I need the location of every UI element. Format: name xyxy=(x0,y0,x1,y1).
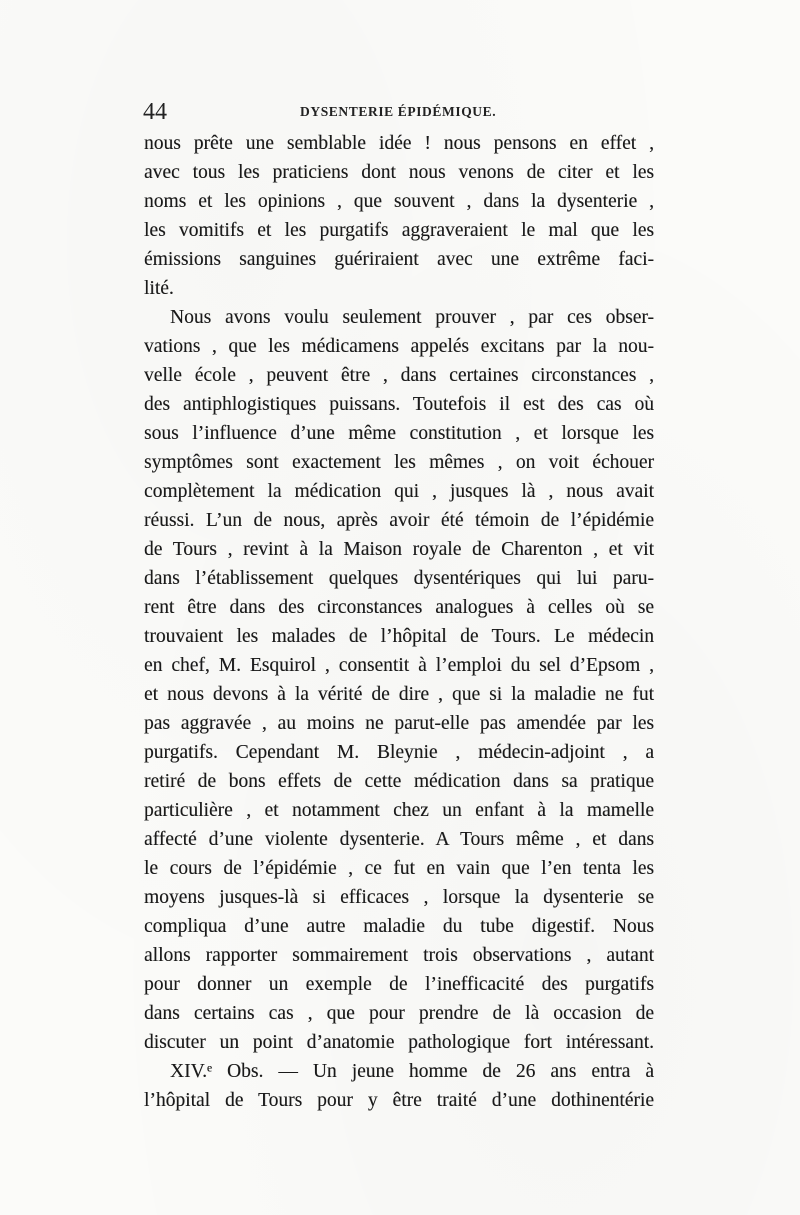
text-line: rent être dans des circonstances analogues à celles où se xyxy=(144,597,654,618)
text-line: noms et les opinions , que souvent , dans la dysenterie , xyxy=(144,191,654,212)
text-line: en chef, M. Esquirol , consentit à l’emploi du sel d’Epsom , xyxy=(144,655,654,676)
text-line: Nous avons voulu seulement prouver , par ces obser- xyxy=(170,307,654,328)
text-line: le cours de l’épidémie , ce fut en vain que l’en tenta les xyxy=(144,858,654,879)
text-line: compliqua d’une autre maladie du tube digestif. Nous xyxy=(144,916,654,937)
text-line: l’hôpital de Tours pour y être traité d’une dothinentérie xyxy=(144,1090,654,1111)
text-line: trouvaient les malades de l’hôpital de Tours. Le médecin xyxy=(144,626,654,647)
text-line: réussi. L’un de nous, après avoir été témoin de l’épidémie xyxy=(144,510,654,531)
text-line: des antiphlogistiques puissans. Toutefois il est des cas où xyxy=(144,394,654,415)
text-line: dans certains cas , que pour prendre de là occasion de xyxy=(144,1003,654,1024)
text-line: pas aggravée , au moins ne parut-elle pas amendée par les xyxy=(144,713,654,734)
text-line: retiré de bons effets de cette médication dans sa pratique xyxy=(144,771,654,792)
text-line: sous l’influence d’une même constitution , et lorsque les xyxy=(144,423,654,444)
text-line: allons rapporter sommairement trois observations , autant xyxy=(144,945,654,966)
running-head: DYSENTERIE ÉPIDÉMIQUE. xyxy=(300,104,497,119)
text-line: velle école , peuvent être , dans certaines circonstances , xyxy=(144,365,654,386)
page-number: 44 xyxy=(143,99,167,125)
text-line: complètement la médication qui , jusques là , nous avait xyxy=(144,481,654,502)
text-line: purgatifs. Cependant M. Bleynie , médecin-adjoint , a xyxy=(144,742,654,763)
text-line: discuter un point d’anatomie pathologique fort intéressant. xyxy=(144,1032,654,1053)
text-line: les vomitifs et les purgatifs aggraveraient le mal que les xyxy=(144,220,654,241)
text-line: et nous devons à la vérité de dire , que si la maladie ne fut xyxy=(144,684,654,705)
text-line: lité. xyxy=(144,278,174,299)
text-line: moyens jusques-là si efficaces , lorsque la dysenterie se xyxy=(144,887,654,908)
text-line: dans l’établissement quelques dysentériques qui lui paru- xyxy=(144,568,654,589)
text-line: particulière , et notamment chez un enfant à la mamelle xyxy=(144,800,654,821)
text-line: nous prête une semblable idée ! nous pensons en effet , xyxy=(144,133,654,154)
text-line: XIV.ᵉ Obs. — Un jeune homme de 26 ans entra à xyxy=(170,1061,654,1082)
text-line: vations , que les médicamens appelés excitans par la nou- xyxy=(144,336,654,357)
text-line: affecté d’une violente dysenterie. A Tours même , et dans xyxy=(144,829,654,850)
body-text xyxy=(144,129,654,1115)
page-header xyxy=(143,98,653,126)
text-line: symptômes sont exactement les mêmes , on voit échouer xyxy=(144,452,654,473)
text-line: pour donner un exemple de l’inefficacité des purgatifs xyxy=(144,974,654,995)
text-line: de Tours , revint à la Maison royale de Charenton , et vit xyxy=(144,539,654,560)
text-line: émissions sanguines guériraient avec une extrême faci- xyxy=(144,249,654,270)
text-line: avec tous les praticiens dont nous venons de citer et les xyxy=(144,162,654,183)
